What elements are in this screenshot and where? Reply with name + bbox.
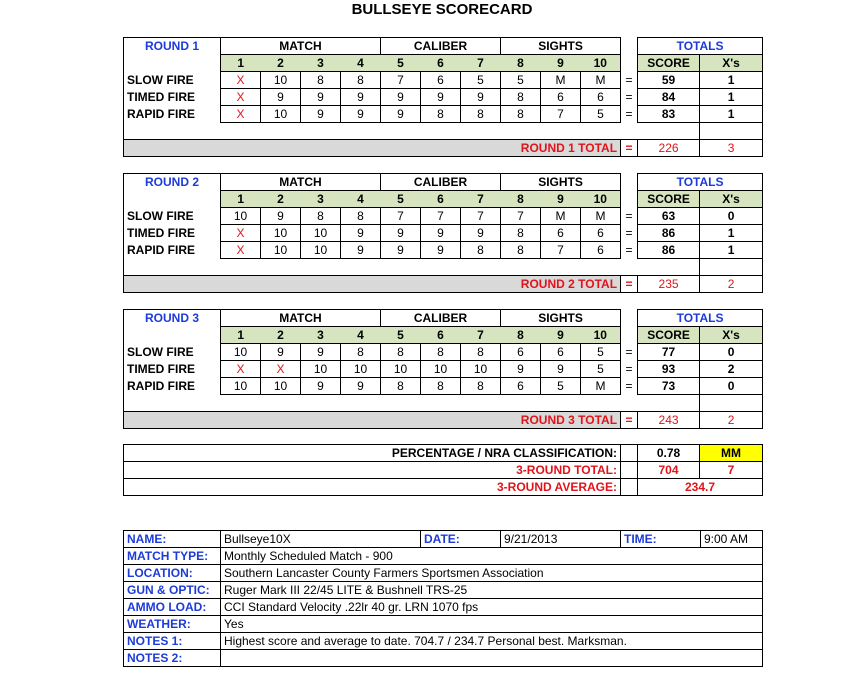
shot-score-cell: 9	[381, 242, 421, 259]
score-header: SCORE	[638, 327, 700, 344]
shot-score-cell: 6	[581, 89, 621, 106]
shot-number-header: 7	[461, 55, 501, 72]
stage-xs: 1	[700, 242, 763, 259]
shot-score-cell: X	[261, 361, 301, 378]
shot-number-header: 2	[261, 327, 301, 344]
match-header: MATCH	[221, 310, 381, 327]
equals-sign: =	[621, 106, 638, 123]
shot-number-header: 1	[221, 327, 261, 344]
shot-score-cell: 10	[301, 242, 341, 259]
stage-label: SLOW FIRE	[124, 72, 221, 89]
stage-xs: 0	[700, 344, 763, 361]
equals-sign: =	[621, 208, 638, 225]
match-info-section	[123, 530, 762, 667]
shot-score-cell: 9	[421, 242, 461, 259]
caliber-header: CALIBER	[381, 38, 501, 55]
shot-score-cell: 7	[421, 208, 461, 225]
ammo-load-label: AMMO LOAD:	[124, 599, 221, 616]
notes-2-label: NOTES 2:	[124, 650, 221, 667]
round-total-label: ROUND 2 TOTAL	[124, 276, 621, 293]
shot-score-cell: 8	[461, 106, 501, 123]
shot-score-cell: 9	[261, 344, 301, 361]
shot-score-cell: 6	[421, 72, 461, 89]
shot-number-header: 7	[461, 191, 501, 208]
shot-score-cell: 8	[341, 344, 381, 361]
shot-score-cell: 8	[461, 242, 501, 259]
stage-row	[124, 89, 763, 106]
shot-score-cell: 9	[341, 106, 381, 123]
shot-number-header: 10	[581, 55, 621, 72]
shot-score-cell: 5	[581, 344, 621, 361]
shot-number-header: 6	[421, 327, 461, 344]
shot-score-cell: 9	[381, 225, 421, 242]
shot-score-cell: 10	[261, 242, 301, 259]
shot-score-cell: 8	[501, 89, 541, 106]
shot-score-cell: 9	[341, 225, 381, 242]
stage-label: RAPID FIRE	[124, 242, 221, 259]
stage-xs: 0	[700, 208, 763, 225]
stage-row	[124, 378, 763, 395]
shot-score-cell: 10	[301, 361, 341, 378]
stage-row	[124, 344, 763, 361]
caliber-header: CALIBER	[381, 310, 501, 327]
date-value: 9/21/2013	[501, 531, 621, 548]
stage-row	[124, 242, 763, 259]
stage-score: 63	[638, 208, 700, 225]
equals-sign: =	[621, 361, 638, 378]
shot-score-cell: 9	[421, 225, 461, 242]
round-total-label: ROUND 1 TOTAL	[124, 140, 621, 157]
shot-score-cell: 9	[461, 225, 501, 242]
shot-number-header: 5	[381, 327, 421, 344]
stage-score: 86	[638, 242, 700, 259]
shot-number-header: 4	[341, 191, 381, 208]
stage-label: TIMED FIRE	[124, 225, 221, 242]
shot-number-header: 6	[421, 55, 461, 72]
page-title: BULLSEYE SCORECARD	[351, 1, 533, 18]
stage-score: 73	[638, 378, 700, 395]
shot-score-cell: 8	[461, 344, 501, 361]
stage-row	[124, 106, 763, 123]
shot-score-cell: M	[541, 208, 581, 225]
notes-1-label: NOTES 1:	[124, 633, 221, 650]
totals-header: TOTALS	[638, 310, 763, 327]
location-value: Southern Lancaster County Farmers Sportsmen Association	[221, 565, 763, 582]
shot-score-cell: 7	[461, 208, 501, 225]
stage-row	[124, 208, 763, 225]
shot-score-cell: 9	[261, 89, 301, 106]
stage-xs: 1	[700, 89, 763, 106]
shot-score-cell: 5	[501, 72, 541, 89]
shot-number-header: 4	[341, 55, 381, 72]
shot-score-cell: 8	[461, 378, 501, 395]
shot-score-cell: X	[221, 242, 261, 259]
shot-score-cell: 6	[501, 344, 541, 361]
shot-score-cell: 7	[501, 208, 541, 225]
match-header: MATCH	[221, 38, 381, 55]
shot-score-cell: M	[581, 378, 621, 395]
shot-number-header: 1	[221, 55, 261, 72]
stage-xs: 1	[700, 225, 763, 242]
shot-score-cell: 9	[301, 89, 341, 106]
shot-score-cell: 9	[501, 361, 541, 378]
shot-score-cell: 6	[541, 89, 581, 106]
shot-number-header: 1	[221, 191, 261, 208]
stage-score: 86	[638, 225, 700, 242]
match-header: MATCH	[221, 174, 381, 191]
totals-header: TOTALS	[638, 38, 763, 55]
shot-score-cell: 8	[501, 242, 541, 259]
shot-score-cell: 10	[221, 208, 261, 225]
sights-header: SIGHTS	[501, 174, 621, 191]
shot-score-cell: 9	[341, 242, 381, 259]
shot-number-header: 10	[581, 191, 621, 208]
shot-number-header: 3	[301, 55, 341, 72]
equals-sign: =	[621, 276, 638, 293]
shot-score-cell: 10	[341, 361, 381, 378]
percentage-label: PERCENTAGE / NRA CLASSIFICATION:	[124, 445, 621, 462]
notes-1-value: Highest score and average to date. 704.7 / 234.7 Personal best. Marksman.	[221, 633, 763, 650]
three-round-total-score: 704	[638, 462, 700, 479]
equals-sign: =	[621, 412, 638, 429]
score-header: SCORE	[638, 55, 700, 72]
score-header: SCORE	[638, 191, 700, 208]
shot-score-cell: X	[221, 89, 261, 106]
shot-score-cell: 9	[381, 106, 421, 123]
shot-score-cell: 9	[421, 89, 461, 106]
classification-value: MM	[700, 445, 763, 462]
shot-score-cell: X	[221, 225, 261, 242]
stage-label: RAPID FIRE	[124, 106, 221, 123]
stage-score: 93	[638, 361, 700, 378]
shot-score-cell: 7	[541, 242, 581, 259]
match-type-value: Monthly Scheduled Match - 900	[221, 548, 763, 565]
sights-header: SIGHTS	[501, 310, 621, 327]
weather-label: WEATHER:	[124, 616, 221, 633]
round-total-xs: 2	[700, 412, 763, 429]
shot-score-cell: 6	[581, 225, 621, 242]
shot-score-cell: M	[581, 208, 621, 225]
shot-score-cell: 6	[541, 344, 581, 361]
equals-sign: =	[621, 378, 638, 395]
shot-score-cell: 9	[301, 344, 341, 361]
shot-number-header: 10	[581, 327, 621, 344]
shot-score-cell: 8	[501, 106, 541, 123]
shot-number-header: 2	[261, 55, 301, 72]
shot-score-cell: 7	[381, 208, 421, 225]
shot-number-header: 8	[501, 55, 541, 72]
stage-row	[124, 225, 763, 242]
stage-score: 77	[638, 344, 700, 361]
stage-xs: 0	[700, 378, 763, 395]
round-total-score: 243	[638, 412, 700, 429]
stage-label: TIMED FIRE	[124, 361, 221, 378]
round-total-label: ROUND 3 TOTAL	[124, 412, 621, 429]
shot-score-cell: 10	[221, 378, 261, 395]
three-round-total-xs: 7	[700, 462, 763, 479]
shot-score-cell: 5	[581, 361, 621, 378]
shot-score-cell: 6	[581, 242, 621, 259]
date-label: DATE:	[421, 531, 501, 548]
three-round-average-value: 234.7	[638, 479, 763, 496]
shot-score-cell: 9	[381, 89, 421, 106]
shot-score-cell: 5	[581, 106, 621, 123]
stage-row	[124, 72, 763, 89]
shot-number-header: 5	[381, 191, 421, 208]
equals-sign: =	[621, 225, 638, 242]
equals-sign: =	[621, 89, 638, 106]
shot-number-header: 9	[541, 191, 581, 208]
stage-xs: 1	[700, 72, 763, 89]
shot-number-header: 9	[541, 55, 581, 72]
shot-number-header: 3	[301, 327, 341, 344]
stage-xs: 2	[700, 361, 763, 378]
equals-sign: =	[621, 72, 638, 89]
shot-score-cell: 8	[301, 208, 341, 225]
shot-score-cell: 5	[541, 378, 581, 395]
round-total-score: 226	[638, 140, 700, 157]
shot-score-cell: 10	[461, 361, 501, 378]
weather-value: Yes	[221, 616, 763, 633]
sights-header: SIGHTS	[501, 38, 621, 55]
shot-score-cell: 9	[341, 89, 381, 106]
stage-label: RAPID FIRE	[124, 378, 221, 395]
notes-2-value	[221, 650, 763, 667]
shot-score-cell: 9	[341, 378, 381, 395]
shot-score-cell: 8	[421, 378, 461, 395]
round-total-score: 235	[638, 276, 700, 293]
shot-score-cell: 7	[541, 106, 581, 123]
shot-score-cell: 9	[301, 378, 341, 395]
shot-score-cell: 8	[381, 344, 421, 361]
xs-header: X's	[700, 55, 763, 72]
time-value: 9:00 AM	[701, 531, 763, 548]
ammo-load-value: CCI Standard Velocity .22lr 40 gr. LRN 1070 fps	[221, 599, 763, 616]
percentage-value: 0.78	[638, 445, 700, 462]
name-label: NAME:	[124, 531, 221, 548]
round-label: ROUND 3	[124, 310, 221, 327]
stage-score: 83	[638, 106, 700, 123]
equals-sign: =	[621, 242, 638, 259]
round-label: ROUND 2	[124, 174, 221, 191]
shot-number-header: 4	[341, 327, 381, 344]
shot-score-cell: 6	[541, 225, 581, 242]
shot-number-header: 8	[501, 191, 541, 208]
shot-score-cell: 10	[261, 106, 301, 123]
stage-row	[124, 361, 763, 378]
round-total-xs: 3	[700, 140, 763, 157]
stage-xs: 1	[700, 106, 763, 123]
shot-number-header: 8	[501, 327, 541, 344]
shot-score-cell: 8	[381, 378, 421, 395]
stage-label: TIMED FIRE	[124, 89, 221, 106]
shot-number-header: 6	[421, 191, 461, 208]
shot-score-cell: 5	[461, 72, 501, 89]
shot-number-header: 5	[381, 55, 421, 72]
stage-label: SLOW FIRE	[124, 344, 221, 361]
shot-score-cell: 10	[261, 72, 301, 89]
shot-score-cell: 8	[341, 72, 381, 89]
shot-score-cell: 9	[301, 106, 341, 123]
shot-score-cell: 9	[541, 361, 581, 378]
round-2-table	[123, 173, 762, 291]
shot-score-cell: 6	[501, 378, 541, 395]
info-row-name	[124, 531, 763, 548]
shot-score-cell: X	[221, 361, 261, 378]
round-total-xs: 2	[700, 276, 763, 293]
shot-score-cell: 9	[261, 208, 301, 225]
xs-header: X's	[700, 327, 763, 344]
shot-score-cell: M	[541, 72, 581, 89]
shot-score-cell: X	[221, 106, 261, 123]
round-1-table	[123, 37, 762, 155]
xs-header: X's	[700, 191, 763, 208]
time-label: TIME:	[621, 531, 701, 548]
shot-number-header: 2	[261, 191, 301, 208]
shot-score-cell: 7	[381, 72, 421, 89]
round-3-table	[123, 309, 762, 427]
equals-sign: =	[621, 140, 638, 157]
round-label: ROUND 1	[124, 38, 221, 55]
gun-optic-label: GUN & OPTIC:	[124, 582, 221, 599]
shot-score-cell: 10	[261, 378, 301, 395]
location-label: LOCATION:	[124, 565, 221, 582]
name-value: Bullseye10X	[221, 531, 421, 548]
shot-score-cell: 8	[421, 344, 461, 361]
shot-score-cell: 10	[421, 361, 461, 378]
shot-score-cell: 8	[421, 106, 461, 123]
equals-sign: =	[621, 344, 638, 361]
shot-score-cell: 8	[501, 225, 541, 242]
stage-score: 84	[638, 89, 700, 106]
shot-score-cell: X	[221, 72, 261, 89]
shot-number-header: 3	[301, 191, 341, 208]
stage-label: SLOW FIRE	[124, 208, 221, 225]
stage-score: 59	[638, 72, 700, 89]
shot-score-cell: 8	[301, 72, 341, 89]
shot-score-cell: 10	[301, 225, 341, 242]
three-round-total-label: 3-ROUND TOTAL:	[124, 462, 621, 479]
match-type-label: MATCH TYPE:	[124, 548, 221, 565]
shot-score-cell: 10	[261, 225, 301, 242]
shot-score-cell: M	[581, 72, 621, 89]
totals-header: TOTALS	[638, 174, 763, 191]
shot-score-cell: 8	[341, 208, 381, 225]
shot-number-header: 9	[541, 327, 581, 344]
shot-score-cell: 9	[461, 89, 501, 106]
three-round-average-label: 3-ROUND AVERAGE:	[124, 479, 621, 496]
gun-optic-value: Ruger Mark III 22/45 LITE & Bushnell TRS-25	[221, 582, 763, 599]
caliber-header: CALIBER	[381, 174, 501, 191]
shot-score-cell: 10	[221, 344, 261, 361]
shot-score-cell: 10	[381, 361, 421, 378]
shot-number-header: 7	[461, 327, 501, 344]
